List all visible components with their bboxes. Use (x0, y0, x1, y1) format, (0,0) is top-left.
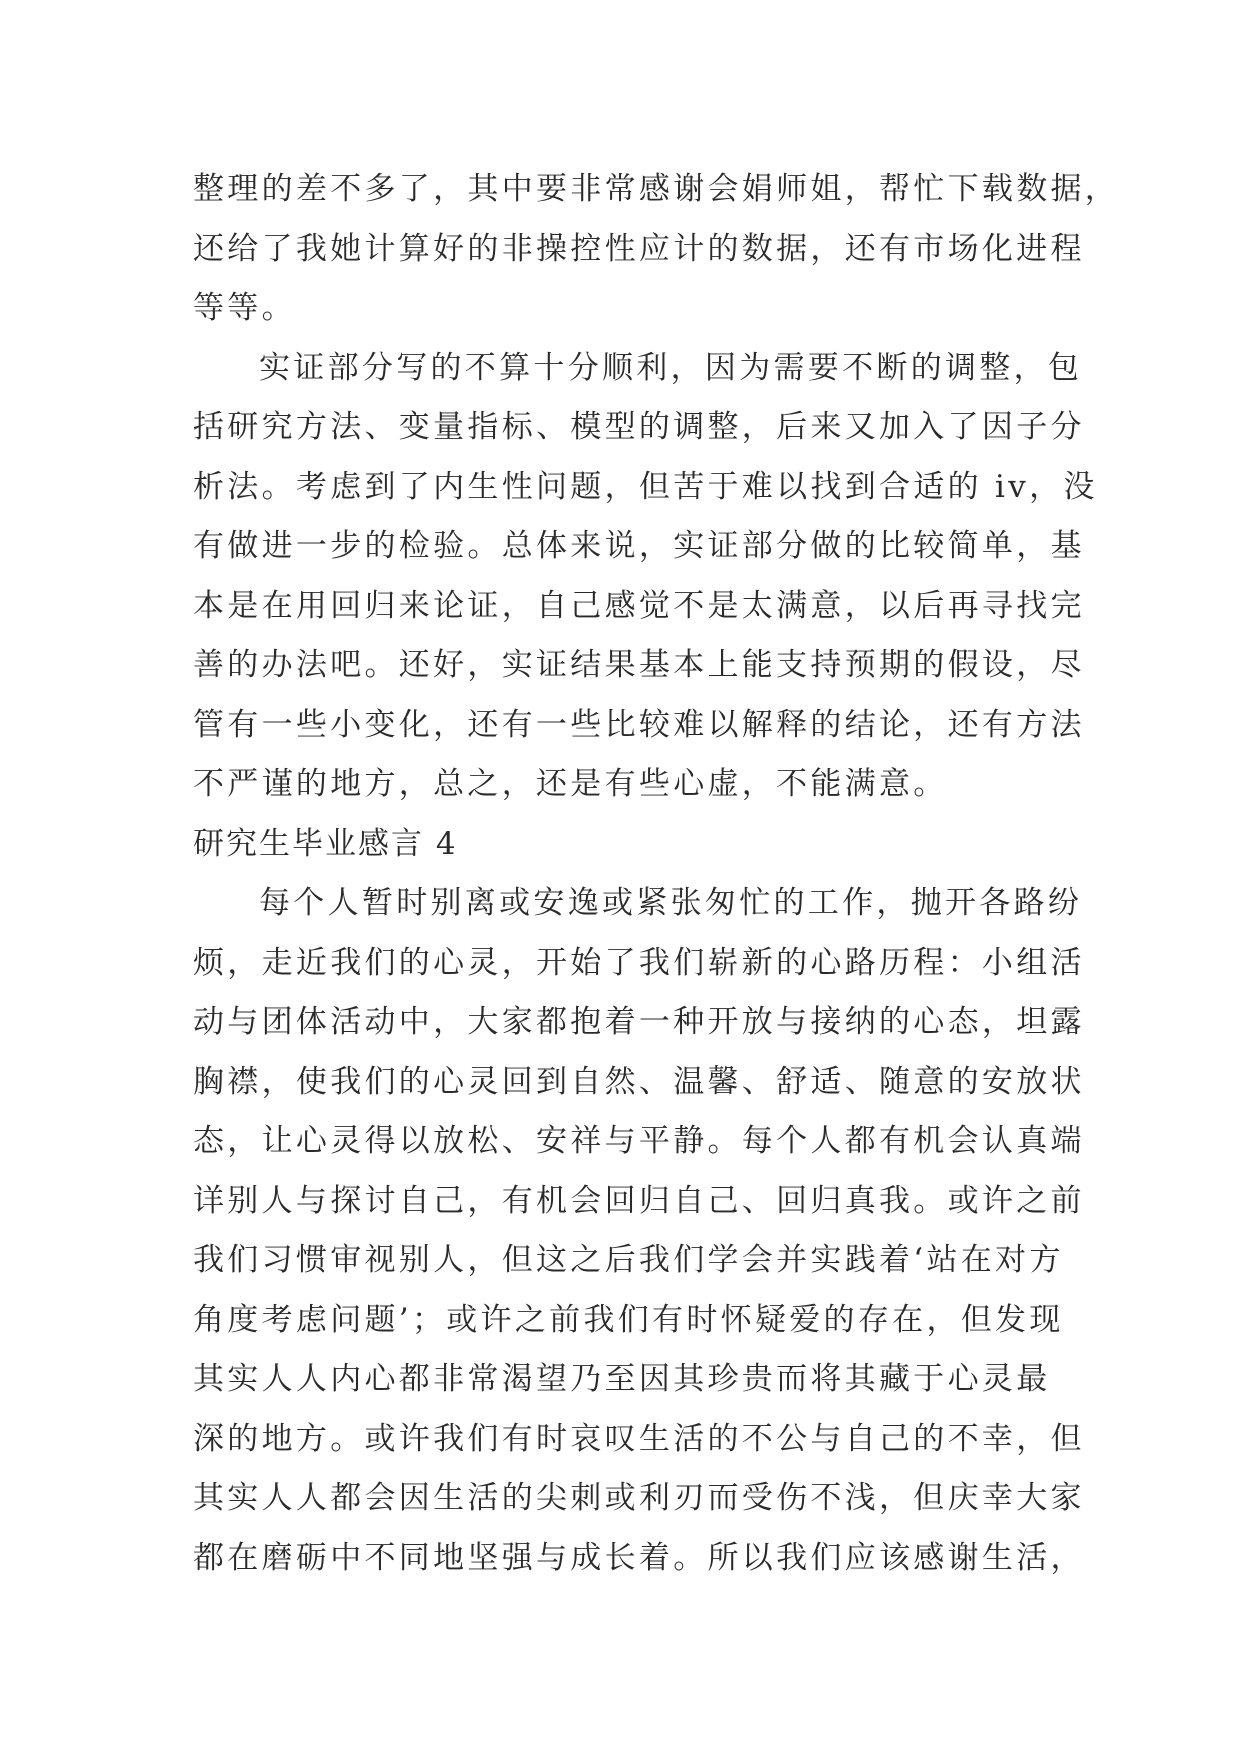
section-heading: 研究生毕业感言 4 (193, 825, 458, 862)
paragraph-line: 态，让心灵得以放松、安祥与平静。每个人都有机会认真端 (193, 1123, 1085, 1159)
paragraph-line: 析法。考虑到了内生性问题，但苦于难以找到合适的 iv，没 (193, 468, 1098, 505)
paragraph-line: 胸襟，使我们的心灵回到自然、温馨、舒适、随意的安放状 (193, 1063, 1085, 1100)
paragraph-line: 其实人人都会因生活的尖刺或利刃而受伤不浅，但庆幸大家 (193, 1480, 1085, 1516)
paragraph-line: 我们习惯审视别人，但这之后我们学会并实践着‘站在对方 (193, 1242, 1064, 1278)
paragraph-line: 详别人与探讨自己，有机会回归自己、回归真我。或许之前 (193, 1182, 1085, 1219)
paragraph-line: 不严谨的地方，总之，还是有些心虚，不能满意。 (193, 766, 948, 802)
paragraph-line: 动与团体活动中，大家都抱着一种开放与接纳的心态，坦露 (193, 1004, 1085, 1040)
document-body (193, 160, 1120, 1588)
paragraph-line: 等等。 (193, 290, 296, 326)
paragraph-line: 善的办法吧。还好，实证结果基本上能支持预期的假设，尽 (193, 647, 1085, 683)
paragraph-line: 都在磨砺中不同地坚强与成长着。所以我们应该感谢生活， (193, 1539, 1085, 1576)
paragraph-line: 还给了我她计算好的非操控性应计的数据，还有市场化进程 (193, 230, 1085, 267)
paragraph-line: 其实人人内心都非常渴望乃至因其珍贵而将其藏于心灵最 (193, 1361, 1051, 1397)
paragraph-line: 整理的差不多了，其中要非常感谢会娟师姐，帮忙下载数据， (193, 171, 1120, 207)
paragraph-line: 烦，走近我们的心灵，开始了我们崭新的心路历程：小组活 (193, 944, 1085, 981)
paragraph-line: 深的地方。或许我们有时哀叹生活的不公与自己的不幸，但 (193, 1420, 1085, 1457)
paragraph-first-line: 每个人暂时别离或安逸或紧张匆忙的工作，抛开各路纷 (259, 885, 1083, 921)
paragraph-line: 管有一些小变化，还有一些比较难以解释的结论，还有方法 (193, 706, 1085, 743)
paragraph-line: 本是在用回归来论证，自己感觉不是太满意，以后再寻找完 (193, 587, 1085, 624)
paragraph-first-line: 实证部分写的不算十分顺利，因为需要不断的调整，包 (259, 349, 1083, 386)
paragraph-line: 有做进一步的检验。总体来说，实证部分做的比较简单，基 (193, 528, 1085, 564)
paragraph-line: 括研究方法、变量指标、模型的调整，后来又加入了因子分 (193, 409, 1085, 445)
paragraph-line: 角度考虑问题’；或许之前我们有时怀疑爱的存在，但发现 (193, 1301, 1064, 1338)
